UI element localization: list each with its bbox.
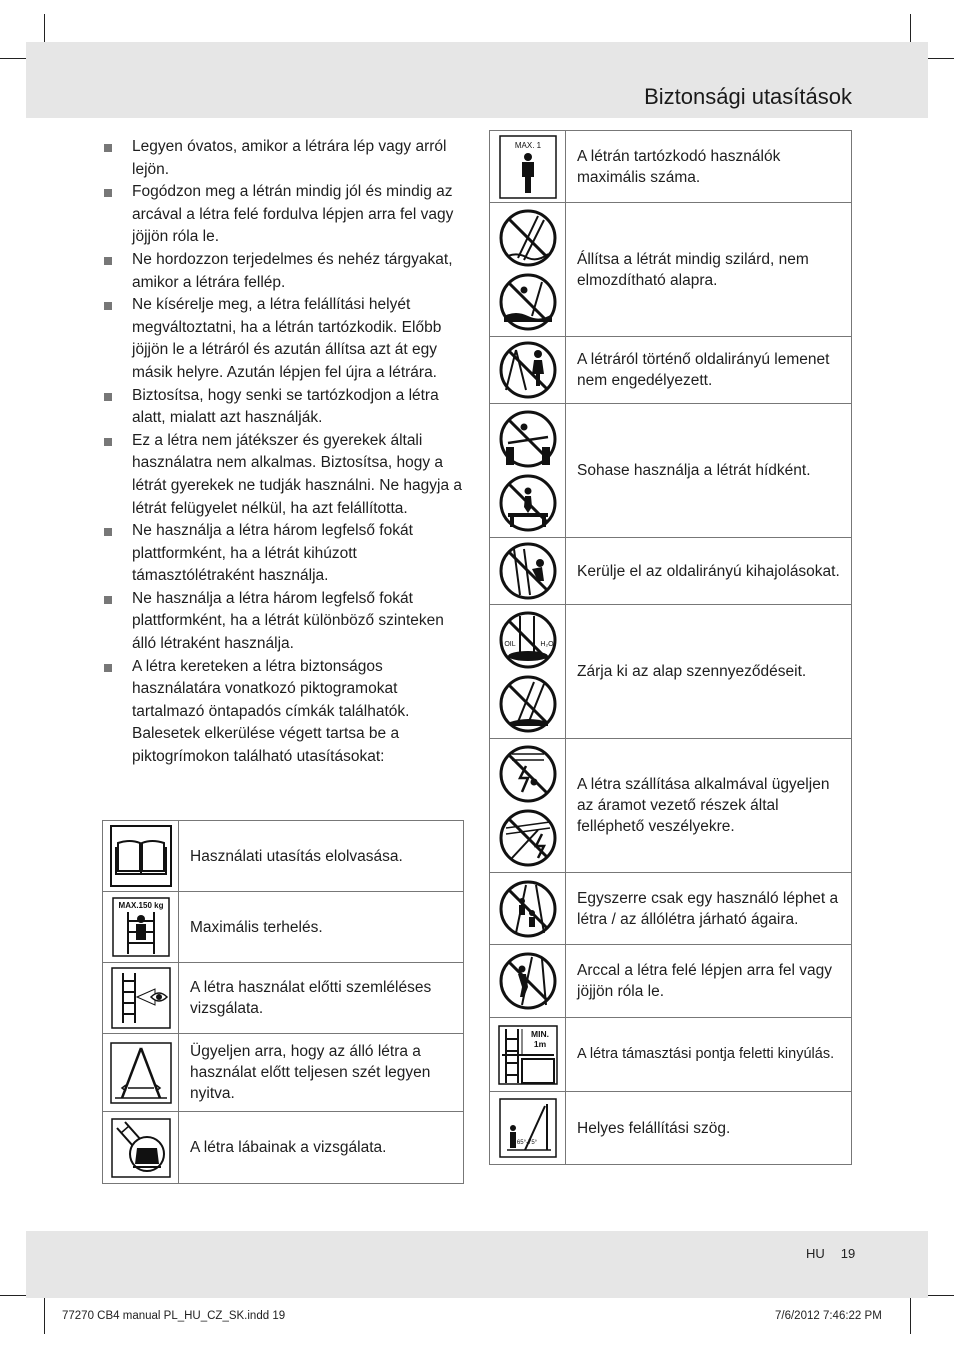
table-row: Egyszerre csak egy használó léphet a létra / az állólétra járható ágaira. <box>490 873 852 945</box>
min-extension-value: 1m <box>533 1038 546 1049</box>
crop-mark <box>926 58 954 59</box>
crop-mark <box>44 1296 45 1334</box>
inspect-ladder-icon <box>111 967 171 1029</box>
list-item: Legyen óvatos, amikor a létrára lép vagy arról lejön. <box>104 136 464 181</box>
list-item: Ne kísérelje meg, a létra felállítási helyét megváltoztatni, ha a létrán tartózkodik. Előbb jöjjön le a létráról és azután állítsa azt át egy másik helyre. Azután lépjen fel újra a létrára. <box>104 294 464 384</box>
bullet-square-icon <box>104 438 112 446</box>
list-item: Fogódzon meg a létrán mindig jól és mindig az arcával a létra felé fordulva lépjen arra fel vagy jöjjön róla le. <box>104 181 464 249</box>
table-row: A létra lábainak a vizsgálata. <box>103 1112 464 1184</box>
page-title: Biztonsági utasítások <box>644 84 852 109</box>
inspect-feet-icon <box>111 1118 171 1178</box>
read-manual-icon <box>110 825 172 887</box>
table-row: Ügyeljen arra, hogy az álló létra a használat előtt teljesen szét legyen nyitva. <box>103 1034 464 1112</box>
table-row: Arccal a létra felé lépjen arra fel vagy jöjjön róla le. <box>490 945 852 1018</box>
bullet-square-icon <box>104 393 112 401</box>
bullet-square-icon <box>104 302 112 310</box>
table-row: MAX.150 kg Maximális terhelés. <box>103 892 464 963</box>
table-row: Kerülje el az oldalirányú kihajolásokat. <box>490 538 852 605</box>
min-extension-label: MIN. <box>530 1028 549 1039</box>
page-number <box>806 1246 855 1261</box>
no-bridge-use-icon <box>498 409 558 469</box>
power-line-icon <box>498 808 558 868</box>
table-row: MAX. 1 A létrán tartózkodó használók maximális száma. <box>490 131 852 203</box>
bullet-square-icon <box>104 664 112 672</box>
open-stepladder-icon <box>110 1042 172 1104</box>
table-row: Használati utasítás elolvasása. <box>103 821 464 892</box>
table-row: OIL H₂O Zárja ki az alap szennyeződéseit. <box>490 605 852 739</box>
crop-mark <box>926 1295 954 1296</box>
crop-mark <box>0 1295 28 1296</box>
no-soft-ground-icon <box>498 272 558 332</box>
table-row: Állítsa a létrát mindig szilárd, nem elmozdítható alapra. <box>490 203 852 337</box>
max-load-icon <box>112 897 170 957</box>
bullet-square-icon <box>104 189 112 197</box>
language-code: HU <box>806 1246 825 1261</box>
no-slippery-base-icon <box>498 674 558 734</box>
bullet-square-icon <box>104 144 112 152</box>
bullet-square-icon <box>104 528 112 536</box>
no-side-dismount-icon <box>498 340 558 400</box>
max-load-label: MAX.150 kg <box>118 901 163 910</box>
table-row: A létra szállítása alkalmával ügyeljen az áramot vezető részek által felléphető veszélyekre. <box>490 739 852 873</box>
no-bridge-walk-icon <box>498 473 558 533</box>
print-file-name: 77270 CB4 manual PL_HU_CZ_SK.indd 19 <box>62 1310 286 1322</box>
list-item: A létra kereteken a létra biztonságos használatára vonatkozó piktogramokat tartalmazó öntapadós címkák találhatók. Balesetek elkerülése végett tartsa be a piktogrímokon található utasításokat: <box>104 656 464 769</box>
footer-band <box>26 1231 928 1298</box>
crop-mark <box>0 58 28 59</box>
page-number-value: 19 <box>840 1246 856 1261</box>
pictogram-table-right <box>489 130 852 1165</box>
one-user-only-icon <box>498 879 558 939</box>
table-row: Sohase használja a létrát hídként. <box>490 404 852 538</box>
list-item: Ne használja a létra három legfelső fokát plattformként, ha a létrát kihúzott támasztólétraként használja. <box>104 520 464 588</box>
pictogram-table-left <box>102 820 464 1184</box>
crop-mark <box>910 1296 911 1334</box>
angle-label: 65°-75° <box>516 1140 537 1146</box>
table-row: A létráról történő oldalirányú lemenet nem engedélyezett. <box>490 337 852 404</box>
max-one-label: MAX. 1 <box>514 140 541 150</box>
oil-label: OIL <box>503 640 516 648</box>
no-contaminated-base-icon <box>498 610 558 670</box>
min-extension-icon <box>498 1025 558 1085</box>
safety-list <box>104 136 464 769</box>
electric-hazard-icon <box>498 744 558 804</box>
bullet-square-icon <box>104 257 112 265</box>
max-one-user-icon <box>499 135 557 199</box>
print-timestamp: 7/6/2012 7:46:22 PM <box>775 1310 882 1322</box>
list-item: Ne használja a létra három legfelső fokát plattformként, ha a létrát különböző szinteken álló létraként használja. <box>104 588 464 656</box>
table-row: A létra használat előtti szemléléses vizsgálata. <box>103 963 464 1034</box>
bullet-square-icon <box>104 596 112 604</box>
list-item: Ne hordozzon terjedelmes és nehéz tárgyakat, amikor a létrára fellép. <box>104 249 464 294</box>
setup-angle-icon <box>499 1098 557 1158</box>
face-ladder-icon <box>498 951 558 1011</box>
no-unstable-ground-icon <box>498 208 558 268</box>
table-row: 65°-75° Helyes felállítási szög. <box>490 1092 852 1165</box>
water-label: H₂O <box>539 640 554 648</box>
list-item: Ez a létra nem játékszer és gyerekek általi használatra nem alkalmas. Biztosítsa, hogy a létrát gyerekek ne tudják használni. Ne hagyja a létrát felügyelet nélkül, ha azt felállította. <box>104 430 464 520</box>
table-row: MIN. 1m A létra támasztási pontja feletti kinyúlás. <box>490 1018 852 1092</box>
list-item: Biztosítsa, hogy senki se tartózkodjon a létra alatt, mialatt azt használják. <box>104 385 464 430</box>
no-overreach-icon <box>498 541 558 601</box>
